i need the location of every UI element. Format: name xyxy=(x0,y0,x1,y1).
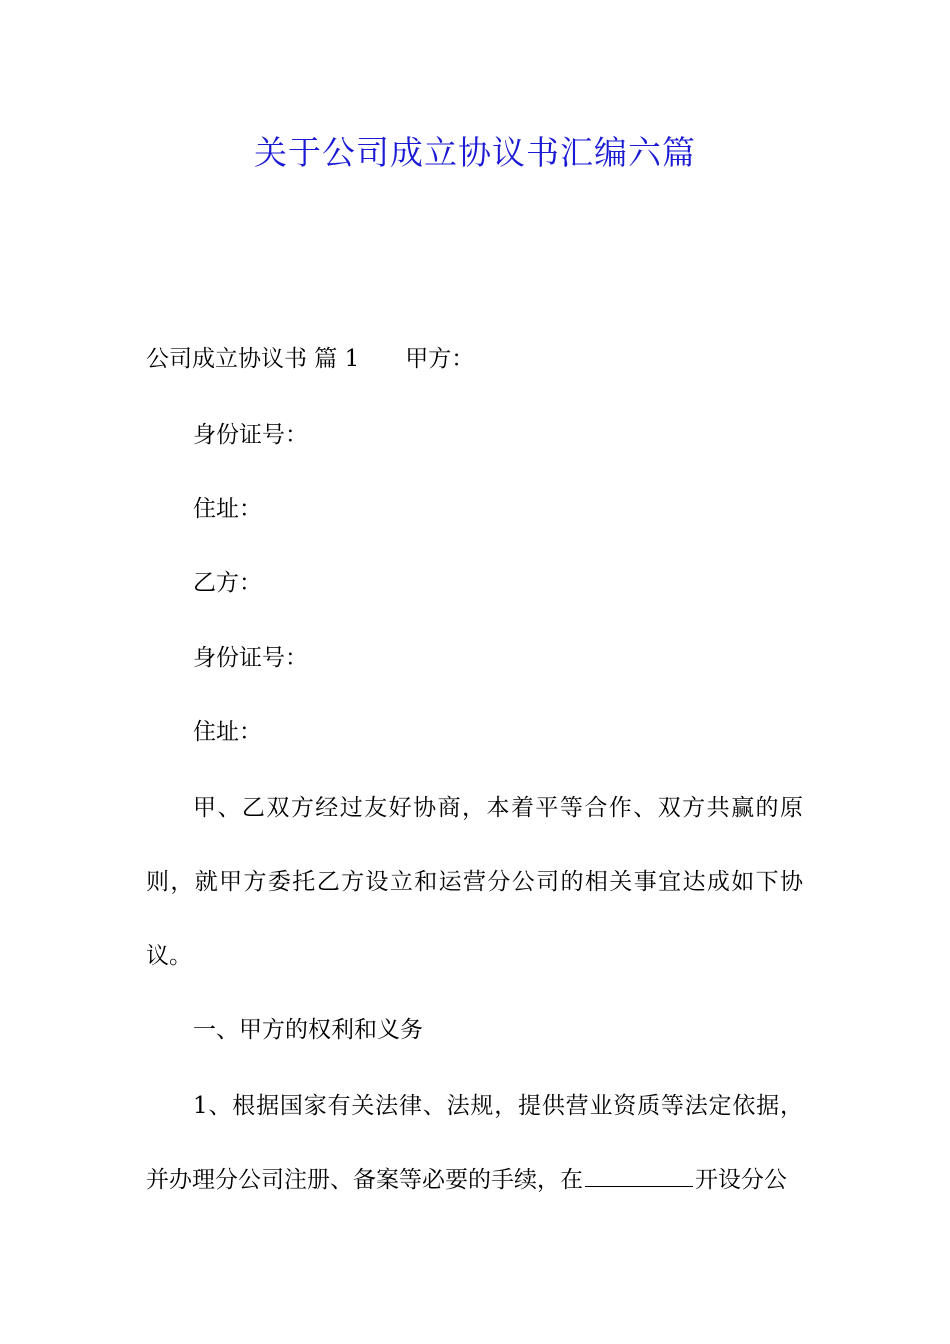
item-1-line-2-text-after: 开设分公 xyxy=(695,1167,787,1193)
party-b-address-label: 住址： xyxy=(193,719,262,745)
item-1-line-2 xyxy=(146,1164,787,1196)
party-b-label: 乙方： xyxy=(193,570,262,596)
intro-paragraph-line-3: 议。 xyxy=(146,943,192,969)
party-b-id-label: 身份证号： xyxy=(193,645,308,671)
agreement-heading-line xyxy=(146,343,474,375)
document-title: 关于公司成立协议书汇编六篇 xyxy=(254,133,696,172)
agreement-heading: 公司成立协议书 篇 1 xyxy=(146,346,360,372)
section-1-heading: 一、甲方的权利和义务 xyxy=(193,1017,423,1043)
intro-paragraph-line-2: 则，就甲方委托乙方设立和运营分公司的相关事宜达成如下协 xyxy=(146,869,803,895)
item-1-line-2-text-before: 并办理分公司注册、备案等必要的手续，在 xyxy=(146,1167,583,1193)
party-a-address-label: 住址： xyxy=(193,496,262,522)
party-a-label: 甲方： xyxy=(405,346,475,372)
intro-paragraph-line-1: 甲、乙双方经过友好协商，本着平等合作、双方共赢的原 xyxy=(193,795,803,821)
fill-in-blank xyxy=(585,1164,693,1187)
item-1-line-1: 1、根据国家有关法律、法规，提供营业资质等法定依据， xyxy=(193,1093,803,1119)
party-a-id-label: 身份证号： xyxy=(193,422,308,448)
